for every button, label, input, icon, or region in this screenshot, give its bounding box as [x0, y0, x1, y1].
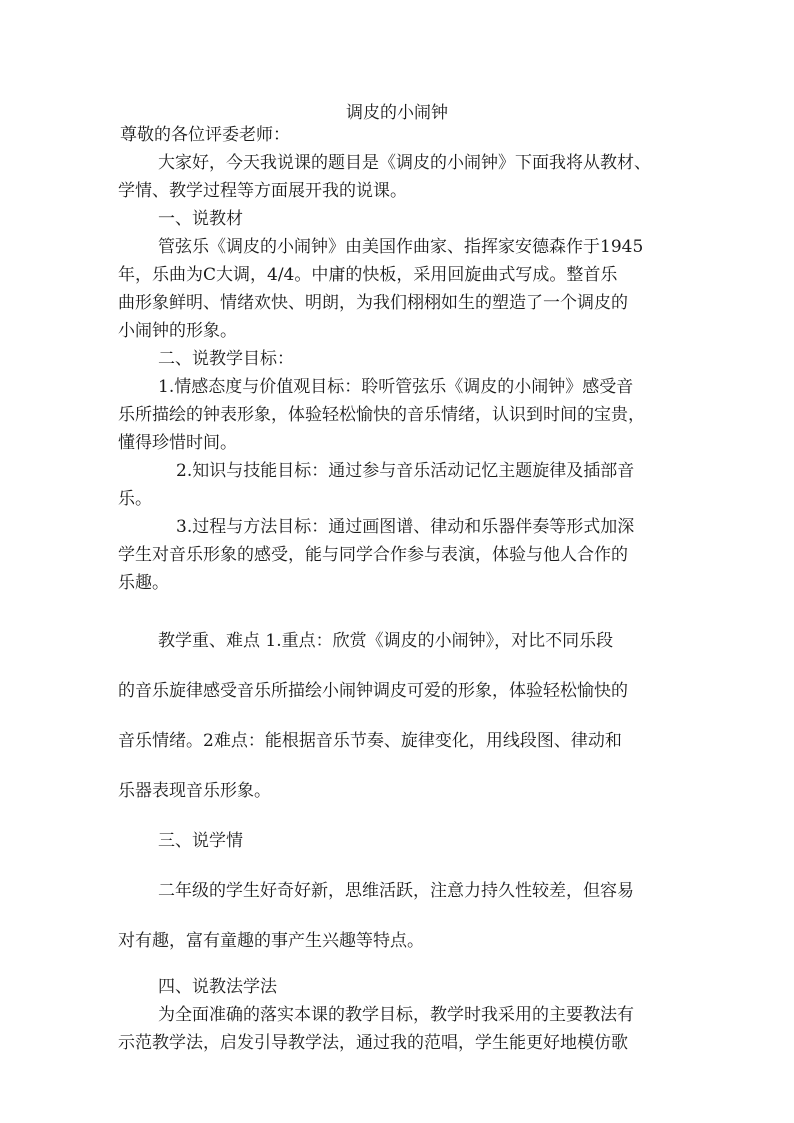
paragraph-line: 乐所描绘的钟表形象，体验轻松愉快的音乐情绪，认识到时间的宝贵， — [118, 405, 645, 425]
section-heading-students: 三、说学情 — [158, 831, 243, 851]
paragraph-line: 曲形象鲜明、情绪欢快、明朗，为我们栩栩如生的塑造了一个调皮的 — [118, 293, 628, 313]
paragraph-line: 为全面准确的落实本课的教学目标，教学时我采用的主要教法有 — [158, 1005, 634, 1025]
section-heading-textbook: 一、说教材 — [158, 209, 243, 229]
paragraph-line: 3.过程与方法目标：通过画图谱、律动和乐器伴奏等形式加深 — [176, 517, 635, 537]
document-title: 调皮的小闹钟 — [346, 103, 448, 123]
paragraph-line: 1.情感态度与价值观目标：聆听管弦乐《调皮的小闹钟》感受音 — [158, 377, 634, 397]
salutation: 尊敬的各位评委老师： — [120, 125, 290, 145]
paragraph-line: 学生对音乐形象的感受，能与同学合作参与表演，体验与他人合作的 — [118, 545, 628, 565]
paragraph-line: 乐趣。 — [118, 573, 169, 593]
paragraph-line: 二年级的学生好奇好新，思维活跃，注意力持久性较差，但容易 — [158, 881, 634, 901]
paragraph-line: 大家好，今天我说课的题目是《调皮的小闹钟》下面我将从教材、 — [158, 153, 651, 173]
paragraph-line: 对有趣，富有童趣的事产生兴趣等特点。 — [118, 931, 424, 951]
paragraph-line: 管弦乐《调皮的小闹钟》由美国作曲家、指挥家安德森作于1945 — [158, 237, 644, 257]
paragraph-line: 的音乐旋律感受音乐所描绘小闹钟调皮可爱的形象，体验轻松愉快的 — [118, 681, 628, 701]
paragraph-line: 乐器表现音乐形象。 — [118, 781, 271, 801]
paragraph-line: 懂得珍惜时间。 — [118, 433, 237, 453]
paragraph-line: 乐。 — [118, 489, 152, 509]
section-heading-methods: 四、说教法学法 — [158, 977, 277, 997]
paragraph-line: 2.知识与技能目标：通过参与音乐活动记忆主题旋律及插部音 — [176, 461, 635, 481]
paragraph-line: 年，乐曲为C大调，4/4。中庸的快板，采用回旋曲式写成。整首乐 — [118, 265, 618, 285]
paragraph-line: 示范教学法，启发引导教学法，通过我的范唱，学生能更好地模仿歌 — [118, 1033, 628, 1053]
paragraph-line: 教学重、难点 1.重点：欣赏《调皮的小闹钟》，对比不同乐段 — [158, 631, 614, 651]
section-heading-goals: 二、说教学目标： — [158, 349, 294, 369]
paragraph-line: 音乐情绪。2难点：能根据音乐节奏、旋律变化，用线段图、律动和 — [118, 731, 622, 751]
paragraph-line: 小闹钟的形象。 — [118, 321, 237, 341]
paragraph-line: 学情、教学过程等方面展开我的说课。 — [118, 181, 407, 201]
